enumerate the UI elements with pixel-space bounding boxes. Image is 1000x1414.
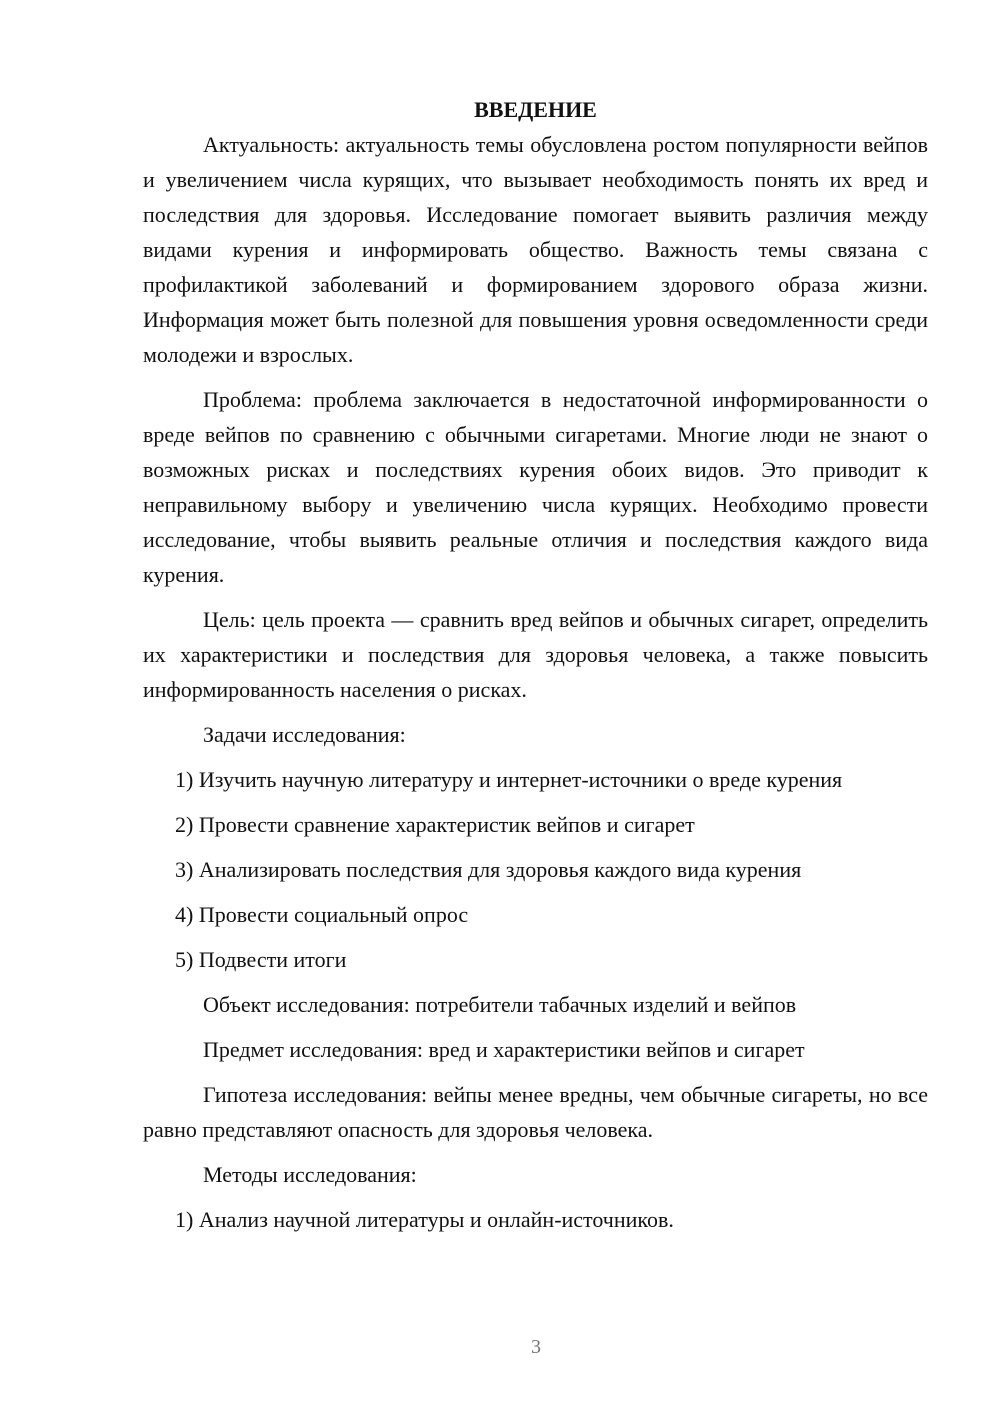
- list-item-task-1: 1) Изучить научную литературу и интернет-источники о вреде курения: [175, 767, 843, 792]
- paragraph-methods-title: Методы исследования:: [203, 1162, 417, 1187]
- paragraph-goal: Цель: цель проекта — сравнить вред вейпов и обычных сигарет, определить их характеристики и последствия для здоровья человека, а также повысить информированность населения о рисках.: [143, 607, 928, 702]
- paragraph-object: Объект исследования: потребители табачных изделий и вейпов: [203, 992, 797, 1017]
- list-item-task-4: 4) Провести социальный опрос: [175, 902, 469, 927]
- page-number: 3: [531, 1336, 541, 1358]
- paragraph-subject: Предмет исследования: вред и характеристики вейпов и сигарет: [203, 1037, 805, 1062]
- paragraph-relevance: Актуальность: актуальность темы обусловлена ростом популярности вейпов и увеличением числа курящих, что вызывает необходимость понять их вред и последствия для здоровья. Исследование помогает выявить различия между видами курения и информировать общество. Важность темы связана с профилактикой заболеваний и формированием здорового образа жизни. Информация может быть полезной для повышения уровня осведомленности среди молодежи и взрослых.: [143, 132, 928, 367]
- page-content: [143, 92, 928, 1237]
- list-item-task-3: 3) Анализировать последствия для здоровья каждого вида курения: [175, 857, 802, 882]
- section-heading: ВВЕДЕНИЕ: [474, 97, 597, 122]
- list-item-task-5: 5) Подвести итоги: [175, 947, 347, 972]
- list-item-method-1: 1) Анализ научной литературы и онлайн-источников.: [175, 1207, 674, 1232]
- paragraph-hypothesis: Гипотеза исследования: вейпы менее вредны, чем обычные сигареты, но все равно представляют опасность для здоровья человека.: [143, 1082, 928, 1142]
- list-item-task-2: 2) Провести сравнение характеристик вейпов и сигарет: [175, 812, 695, 837]
- paragraph-problem: Проблема: проблема заключается в недостаточной информированности о вреде вейпов по сравнению с обычными сигаретами. Многие люди не знают о возможных рисках и последствиях курения обоих видов. Это приводит к неправильному выбору и увеличению числа курящих. Необходимо провести исследование, чтобы выявить реальные отличия и последствия каждого вида курения.: [143, 387, 928, 587]
- paragraph-tasks-title: Задачи исследования:: [203, 722, 406, 747]
